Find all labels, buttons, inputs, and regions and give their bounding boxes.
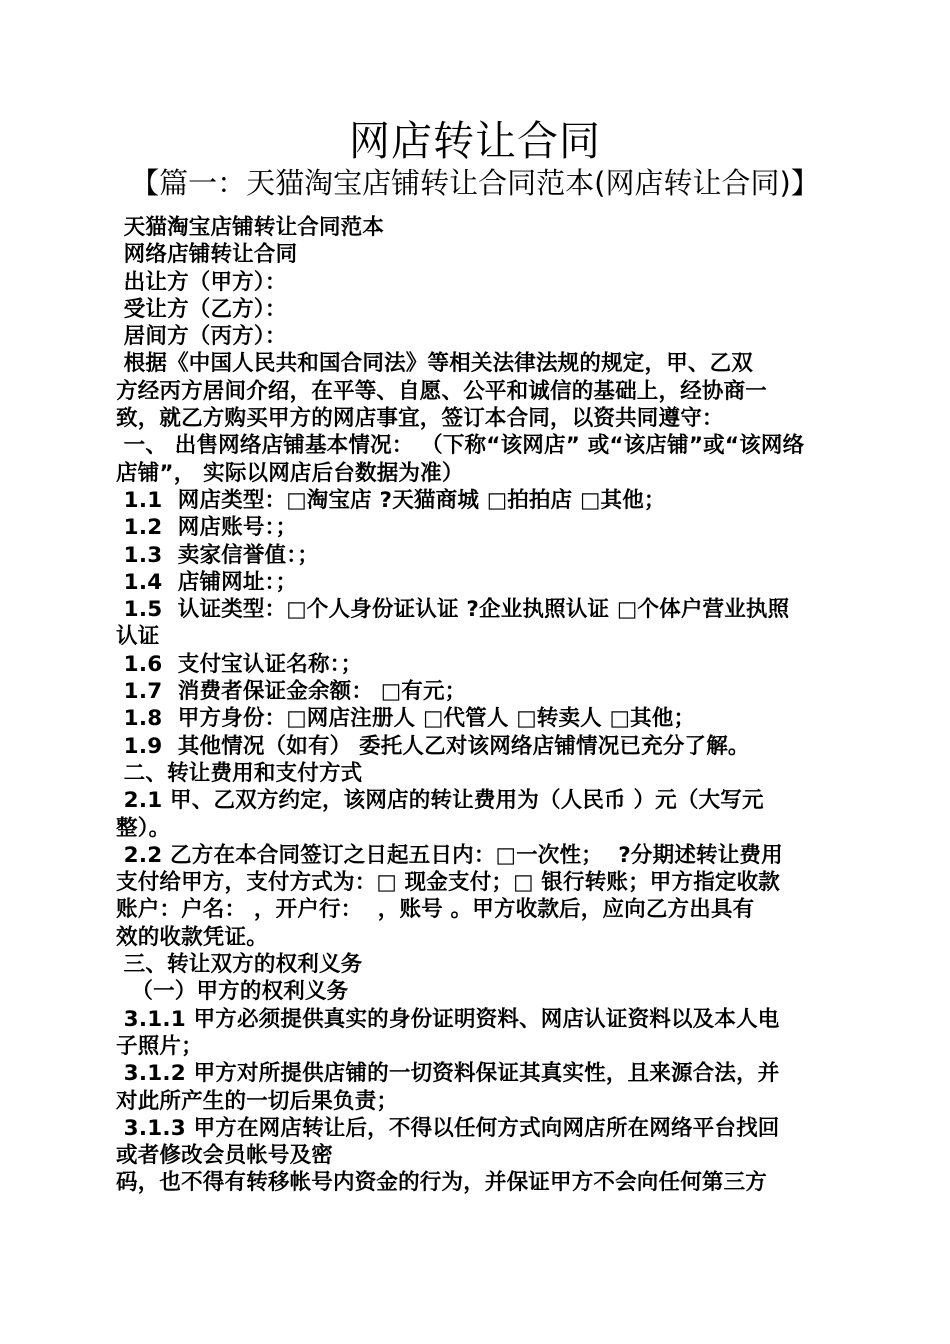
text-line: 受让方（乙方）： bbox=[116, 296, 287, 322]
text-line: 子照片； bbox=[116, 1033, 203, 1059]
text-line: 效的收款凭证。 bbox=[116, 924, 268, 950]
text-line: 网络店铺转让合同 bbox=[116, 242, 298, 268]
text-line: 码，也不得有转移帐号内资金的行为，并保证甲方不会向任何第三方 bbox=[116, 1170, 768, 1196]
text-line: 出让方（甲方）： bbox=[116, 269, 287, 295]
document-subtitle: 【篇一：天猫淘宝店铺转让合同范本(网店转让合同)】 bbox=[130, 166, 820, 200]
text-line: 整）。 bbox=[116, 815, 171, 841]
text-line: 天猫淘宝店铺转让合同范本 bbox=[116, 215, 385, 240]
text-line: 3.1.1 甲方必须提供真实的身份证明资料、网店认证资料以及本人电 bbox=[116, 1006, 780, 1032]
text-line: 根据《中国人民共和国合同法》等相关法律法规的规定，甲、乙双 bbox=[116, 351, 753, 377]
text-line: （一）甲方的权利义务 bbox=[116, 979, 349, 1005]
document-body bbox=[116, 214, 838, 1197]
text-line: 1.6 支付宝认证名称：； bbox=[116, 651, 363, 677]
text-line: 3.1.2 甲方对所提供店铺的一切资料保证其真实性，且来源合法，并 bbox=[116, 1061, 780, 1087]
text-line: 1.8 甲方身份：□网店注册人 □代管人 □转卖人 □其他； bbox=[116, 706, 696, 732]
document-title: 网店转让合同 bbox=[349, 117, 601, 165]
text-line: 1.2 网店账号：； bbox=[116, 515, 298, 541]
text-line: 1.1 网店类型：□淘宝店 ?天猫商城 □拍拍店 □其他； bbox=[116, 487, 666, 513]
text-line: 1.4 店铺网址：； bbox=[116, 569, 298, 595]
text-line: 1.3 卖家信誉值：； bbox=[116, 542, 319, 568]
text-line: 对此所产生的一切后果负责； bbox=[116, 1088, 399, 1114]
text-line: 3.1.3 甲方在网店转让后，不得以任何方式向网店所在网络平台找回 bbox=[116, 1115, 780, 1141]
text-line: 居间方（丙方）： bbox=[116, 324, 287, 350]
text-line: 认证 bbox=[116, 624, 160, 650]
text-line: 致，就乙方购买甲方的网店事宜，签订本合同，以资共同遵守： bbox=[116, 406, 724, 432]
text-line: 店铺”， 实际以网店后台数据为准） bbox=[116, 460, 464, 486]
text-line: 支付给甲方，支付方式为：□ 现金支付；□ 银行转账；甲方指定收款 bbox=[116, 870, 781, 896]
text-line: 二、转让费用和支付方式 bbox=[116, 760, 363, 786]
text-line: 1.7 消费者保证金余额： □有元； bbox=[116, 679, 467, 705]
text-line: 2.1 甲、乙双方约定，该网店的转让费用为（人民币 ）元（大写元 bbox=[116, 788, 764, 814]
text-line: 一、 出售网络店铺基本情况： （下称“该网店” 或“该店铺”或“该网络 bbox=[116, 433, 805, 459]
text-line: 1.9 其他情况（如有） 委托人乙对该网络店铺情况已充分了解。 bbox=[116, 733, 750, 759]
text-line: 或者修改会员帐号及密 bbox=[116, 1143, 334, 1169]
text-line: 2.2 乙方在本合同签订之日起五日内：□一次性； ?分期述转让费用 bbox=[116, 842, 783, 868]
text-line: 账户：户名： ，开户行： ，账号 。甲方收款后，应向乙方出具有 bbox=[116, 897, 755, 923]
text-line: 方经丙方居间介绍，在平等、自愿、公平和诚信的基础上，经协商一 bbox=[116, 378, 768, 404]
text-line: 1.5 认证类型：□个人身份证认证 ?企业执照认证 □个体户营业执照 bbox=[116, 597, 790, 623]
text-line: 三、转让双方的权利义务 bbox=[116, 952, 363, 978]
